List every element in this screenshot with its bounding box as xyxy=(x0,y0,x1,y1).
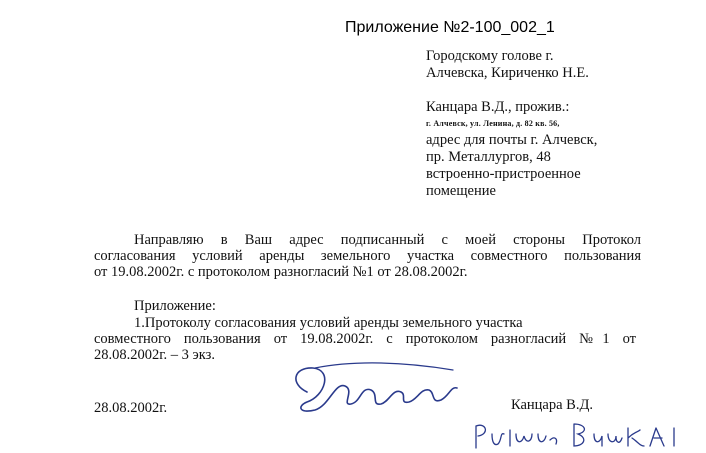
handwritten-receipt-note xyxy=(470,418,700,452)
attachment-item-line-3: 28.08.2002г. – 3 экз. xyxy=(94,347,215,363)
sender-name: Канцара В.Д., прожив.: xyxy=(426,99,570,115)
appendix-header: Приложение №2-100_002_1 xyxy=(345,19,555,36)
recipient-line-1: Городскому голове г. xyxy=(426,48,554,64)
body-line-2: согласования условий аренды земельного участка совместного пользования xyxy=(94,248,641,264)
handwritten-signature xyxy=(285,362,465,422)
body-line-1: Направляю в Ваш адрес подписанный с моей стороны Протокол xyxy=(134,232,641,248)
postal-address-line-3: встроенно-пристроенное xyxy=(426,166,581,182)
sender-residence-address: г. Алчевск, ул. Ленина, д. 82 кв. 56, xyxy=(426,119,560,128)
body-line-3: от 19.08.2002г. с протоколом разногласий №1 от 28.08.2002г. xyxy=(94,264,468,280)
postal-address-line-2: пр. Металлургов, 48 xyxy=(426,149,551,165)
postal-address-line-1: адрес для почты г. Алчевск, xyxy=(426,132,598,148)
attachment-item-line-1: 1.Протоколу согласования условий аренды земельного участка xyxy=(134,315,523,331)
footer-signatory: Канцара В.Д. xyxy=(511,397,593,413)
recipient-line-2: Алчевска, Кириченко Н.Е. xyxy=(426,65,589,81)
attachment-heading: Приложение: xyxy=(134,298,216,314)
footer-date: 28.08.2002г. xyxy=(94,400,168,416)
attachment-item-line-2: совместного пользования от 19.08.2002г. с протоколом разногласий №1 от xyxy=(94,331,636,347)
postal-address-line-4: помещение xyxy=(426,183,496,199)
